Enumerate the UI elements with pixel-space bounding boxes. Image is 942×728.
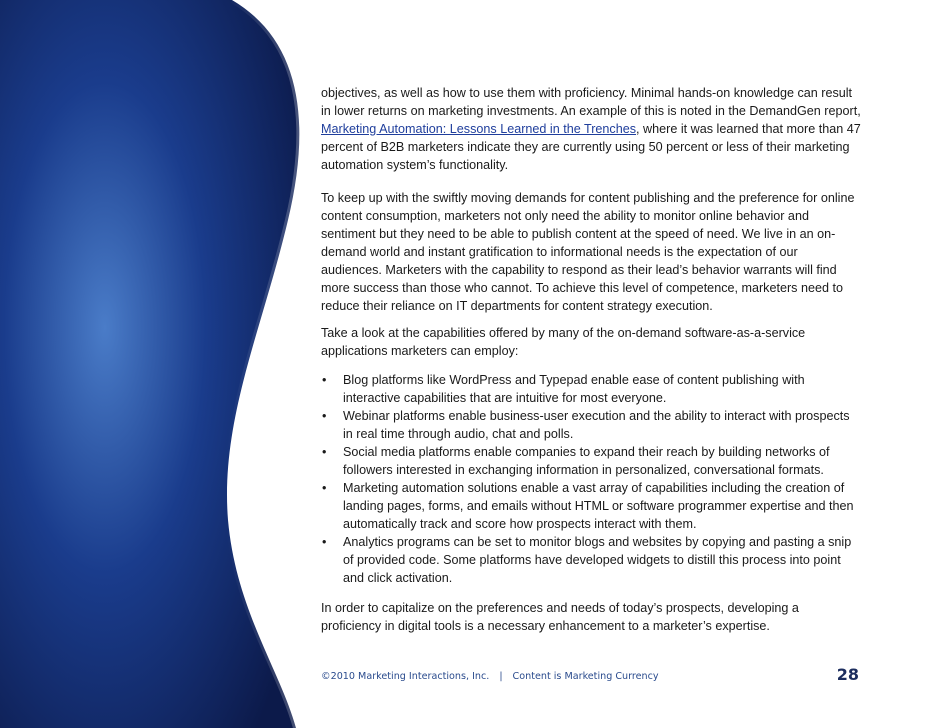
bullet-icon: • [322, 481, 327, 495]
bullet-icon: • [322, 445, 327, 459]
list-item-text: Blog platforms like WordPress and Typepad enable ease of content publishing with interactive capabilities that are intuitive for most everyone. [343, 373, 805, 405]
list-item-text: Social media platforms enable companies to expand their reach by building networks of followers interested in exchanging information in personalized, conversational formats. [343, 445, 830, 477]
bullet-icon: • [322, 409, 327, 423]
list-item [321, 479, 861, 533]
page-footer [321, 665, 859, 684]
paragraph-conclusion: In order to capitalize on the preferences and needs of today’s prospects, developing a proficiency in digital tools is a necessary enhancement to a marketer’s expertise. [321, 601, 799, 633]
page-number: 28 [836, 665, 859, 684]
bullet-icon: • [322, 373, 327, 387]
paragraph-capabilities-intro: Take a look at the capabilities offered by many of the on-demand software-as-a-service applications marketers can employ: [321, 326, 806, 358]
paragraph-intro [321, 84, 861, 174]
bullet-icon: • [322, 535, 327, 549]
list-item-text: Webinar platforms enable business-user execution and the ability to interact with prospects in real time through audio, chat and polls. [343, 409, 850, 441]
footer-copyright: ©2010 Marketing Interactions, Inc. [321, 671, 490, 682]
list-item [321, 533, 861, 587]
list-item [321, 407, 861, 443]
demandgen-report-link[interactable]: Marketing Automation: Lessons Learned in the Trenches [321, 122, 637, 136]
paragraph-intro-end: , where it was learned that more than 47 percent of B2B marketers indicate they are currently using 50 percent or less of their marketing automation system’s functionality. [321, 122, 861, 172]
list-item-text: Marketing automation solutions enable a vast array of capabilities including the creation of landing pages, forms, and emails without HTML or software programmer expertise and then automatically track and score how prospects interact with them. [343, 481, 854, 531]
paragraph-intro-start: objectives, as well as how to use them with proficiency. Minimal hands-on knowledge can result in lower returns on marketing investments. An example of this is noted in the DemandGen report, [321, 86, 861, 118]
list-item [321, 371, 861, 407]
list-item-text: Analytics programs can be set to monitor blogs and websites by copying and pasting a snip of provided code. Some platforms have developed widgets to distill this process into point and click activation. [343, 535, 852, 585]
footer-separator: | [499, 671, 503, 682]
document-body [321, 84, 861, 635]
paragraph-content-publishing: To keep up with the swiftly moving demands for content publishing and the preference for online content consumption, marketers not only need the ability to monitor online behavior and sentiment but they need to be able to publish content at the speed of need. We live in an on-demand world and instant gratification to informational needs is the expectation of our audiences. Marketers with the capability to respond as their lead’s behavior warrants will find more success than those who cannot. To achieve this level of competence, marketers need to reduce their reliance on IT departments for content strategy execution. [321, 191, 855, 313]
footer-tagline: Content is Marketing Currency [512, 671, 659, 682]
list-item [321, 443, 861, 479]
capabilities-list [321, 371, 861, 587]
